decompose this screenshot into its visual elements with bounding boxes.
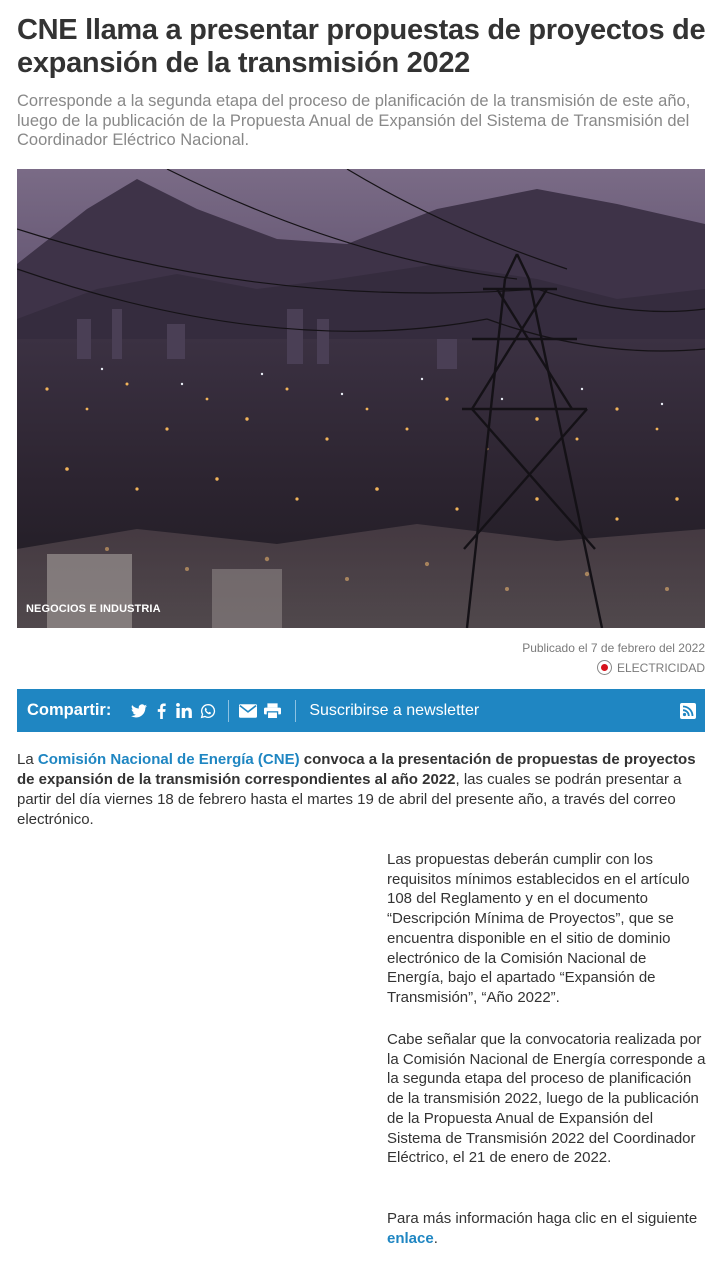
body-paragraph-3 [387,1209,707,1248]
article-subtitle: Corresponde a la segunda etapa del proceso de planificación de la transmisión de este año, luego de la publicación de la Propuesta Anual de Expansión del Sistema de Transmisión del Coordinador Eléctrico Nacional. [17,92,691,149]
body-paragraph-2: Cabe señalar que la convocatoria realizada por la Comisión Nacional de Energía corresponde a la segunda etapa del proceso de planificación de la transmisión 2022, luego de la publicación de la Propuesta Anual de Expansión del Sistema de Transmisión 2022 del Coordinador Eléctrico, el 21 de enero de 2022. [387,1031,706,1167]
email-icon[interactable] [238,689,258,732]
newsletter-link[interactable]: Suscribirse a newsletter [309,701,480,719]
facebook-icon[interactable] [151,689,171,732]
share-bar [17,689,705,732]
lead-paragraph [17,750,707,830]
article-title: CNE llama a presentar propuestas de proyectos de expansión de la transmisión 2022 [17,14,706,79]
city-night-photo [17,169,705,628]
lead-rest: , las cuales se podrán presentar a partir del día viernes 18 de febrero hasta el martes 19 de abril del presente año, a través del correo electrónico. [17,771,682,828]
category-tag[interactable] [597,659,705,676]
category-label: ELECTRICIDAD [616,660,705,675]
separator [228,700,229,722]
enlace-link[interactable]: enlace [387,1229,434,1247]
body-paragraph-1: Las propuestas deberán cumplir con los requisitos mínimos establecidos en el artículo 108 del Reglamento y en el documento “Descripción Mínima de Proyectos”, que se encuentra disponible en el sitio de dominio electrónico de la Comisión Nacional de Energía, bajo el apartado “Expansión de Transmisión”, “Año 2022”. [387,851,690,1006]
lead-prefix: La [17,751,38,768]
print-icon[interactable] [258,689,286,732]
cne-link[interactable]: Comisión Nacional de Energía (CNE) [37,751,300,768]
twitter-icon[interactable] [127,689,151,732]
lead-bold: convoca a la presentación de propuestas de proyectos de expansión de la transmisión correspondientes al año 2022 [17,751,696,788]
hero-image[interactable] [17,169,705,628]
share-label: Compartir: [27,701,112,719]
record-dot-icon [597,660,612,675]
paragraph-3-text: Para más información haga clic en el siguiente [387,1210,698,1227]
whatsapp-icon[interactable] [197,689,219,732]
rss-icon[interactable] [680,689,696,732]
publish-date: Publicado el 7 de febrero del 2022 [522,641,705,655]
separator [295,700,296,722]
image-category-tag[interactable]: NEGOCIOS E INDUSTRIA [26,603,161,615]
linkedin-icon[interactable] [171,689,197,732]
paragraph-3-end: . [433,1229,438,1247]
